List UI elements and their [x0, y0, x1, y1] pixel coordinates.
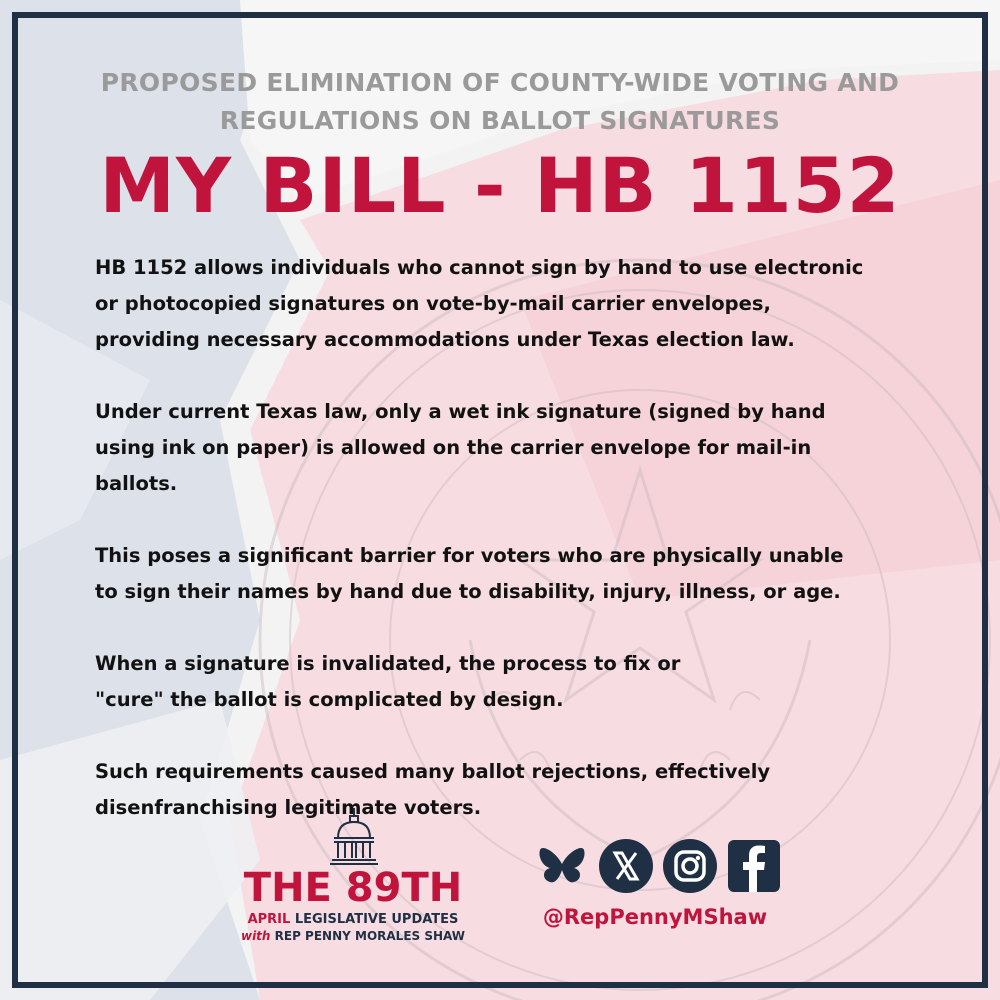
logo-with: with	[240, 929, 271, 943]
logo-month: APRIL	[247, 912, 291, 927]
logo-subtitle-line-1	[218, 912, 488, 928]
p5-line-1: Such requirements caused many ballot rejections, effectively	[95, 760, 771, 783]
x-icon[interactable]	[598, 838, 654, 894]
p3-line-2: to sign their names by hand due to disability, injury, illness, or age.	[95, 580, 841, 603]
social-icons	[534, 838, 784, 898]
paragraph-1	[95, 250, 925, 358]
paragraph-3	[95, 538, 925, 610]
logo-title: THE 89TH	[243, 865, 463, 911]
logo-line1-rest: LEGISLATIVE UPDATES	[290, 912, 459, 927]
subtitle-line-2: REGULATIONS ON BALLOT SIGNATURES	[219, 106, 781, 135]
facebook-icon[interactable]	[726, 838, 782, 894]
p5-line-2: disenfranchising legitimate voters.	[95, 796, 482, 819]
p3-line-1: This poses a significant barrier for voters who are physically unable	[95, 544, 844, 567]
capitol-dome-icon	[328, 806, 380, 866]
page-title: MY BILL - HB 1152	[99, 141, 901, 230]
p2-line-3: ballots.	[95, 472, 178, 495]
social-handle[interactable]: @RepPennyMShaw	[542, 905, 768, 929]
p2-line-1: Under current Texas law, only a wet ink signature (signed by hand	[95, 400, 826, 423]
subtitle-line-1: PROPOSED ELIMINATION OF COUNTY-WIDE VOTING AND	[100, 68, 900, 97]
butterfly-icon[interactable]	[534, 838, 590, 894]
the-89th-logo	[218, 806, 488, 946]
p1-line-3: providing necessary accommodations under Texas election law.	[95, 328, 795, 351]
p2-line-2: using ink on paper) is allowed on the carrier envelope for mail-in	[95, 436, 812, 459]
paragraph-4	[95, 646, 925, 718]
p1-line-1: HB 1152 allows individuals who cannot sign by hand to use electronic	[95, 256, 864, 279]
instagram-icon[interactable]	[662, 838, 718, 894]
subtitle	[40, 64, 960, 140]
paragraph-2	[95, 394, 925, 502]
logo-line2-rest: REP PENNY MORALES SHAW	[270, 929, 466, 943]
body-text	[95, 250, 925, 862]
p4-line-2: "cure" the ballot is complicated by design.	[95, 688, 564, 711]
p4-line-1: When a signature is invalidated, the process to fix or	[95, 652, 681, 675]
p1-line-2: or photocopied signatures on vote-by-mail carrier envelopes,	[95, 292, 771, 315]
logo-subtitle-line-2	[218, 928, 488, 944]
